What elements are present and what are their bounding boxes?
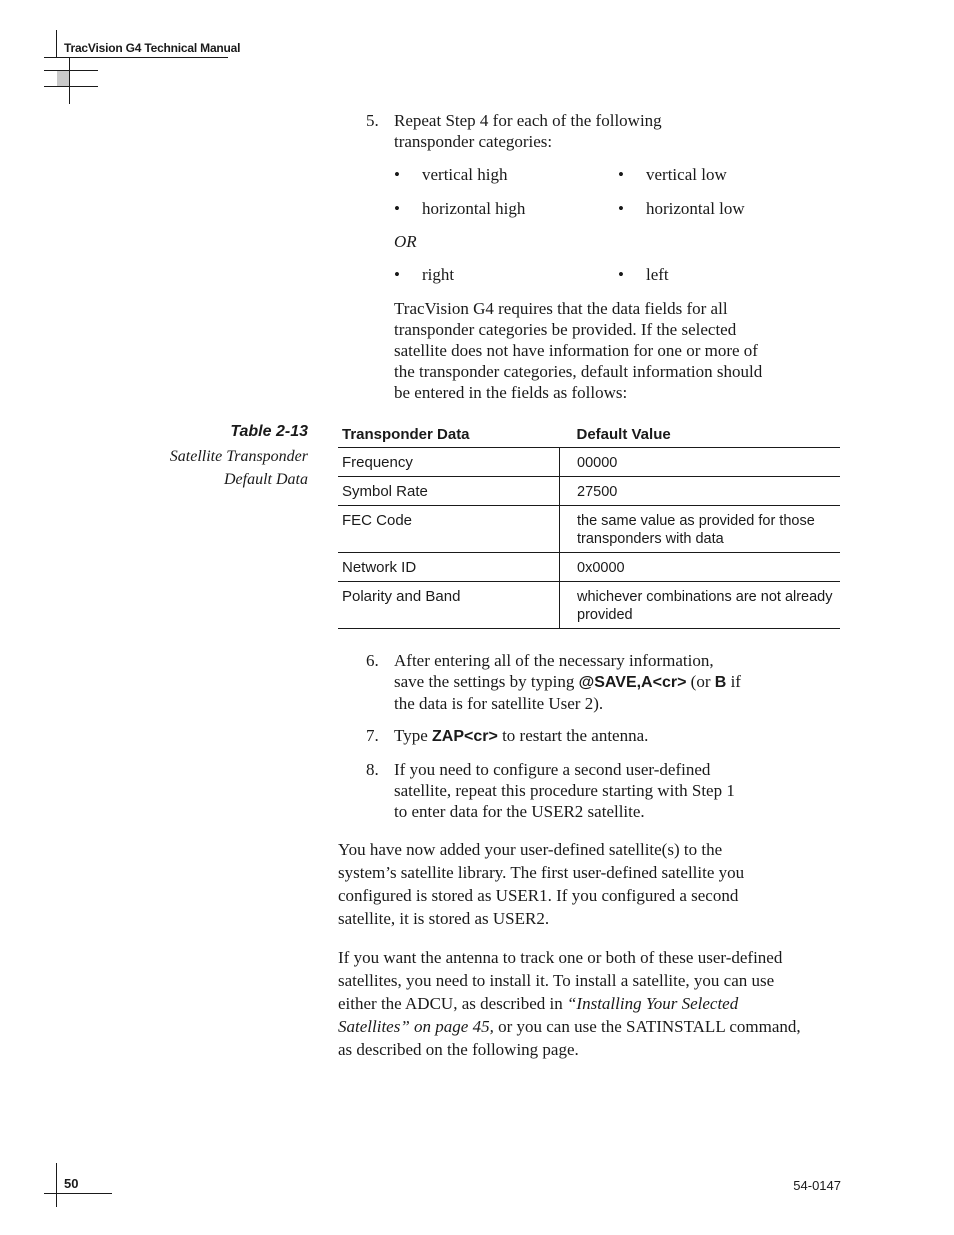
install-paragraph: If you want the antenna to track one or both of these user-defined satellites, you need to install it. To install a satellite, you can use either the ADCU, as described in “Installing Your Selected Satellites” on page 45, or you can use the SATINSTALL command, as described on the following page. [338,948,801,1059]
crop-mark-left-horizontal [44,70,98,71]
column-header: Default Value [560,421,841,448]
bullet-row: • horizontal high • horizontal low [394,199,745,218]
command-zap: ZAP<cr> [432,728,498,745]
registration-square [57,70,69,86]
transponder-defaults-table [338,421,840,629]
page-number: 50 [64,1176,79,1191]
command-b: B [714,674,727,691]
table-cell: Symbol Rate [338,477,560,506]
table-caption-title: Satellite Transponder Default Data [169,448,308,488]
bullet-row: • right • left [394,265,669,284]
step-7 [366,725,826,746]
crop-mark-left-vertical [69,58,70,104]
table-caption-label: Table 2-13 [230,423,308,440]
step-line: Repeat Step 4 for each of the following [394,111,662,130]
table-cell: 0x0000 [560,553,841,582]
crop-mark-top-vertical [56,30,57,58]
table-row [338,477,840,506]
step-text: After entering all of the necessary information, save the settings by typing @SAVE,A<cr> (or B if the data is for satellite User 2). [394,651,741,713]
step-5 [366,110,826,152]
table-cell: Polarity and Band [338,582,560,629]
bullet-row: • vertical high • vertical low [394,165,727,184]
table-header-row [338,421,840,448]
crop-mark-bottom-horizontal [44,1193,112,1194]
bullet-glyph: • [618,199,624,218]
step-number: 5. [366,111,379,130]
bullet-glyph: • [618,165,624,184]
step-line: transponder categories: [394,132,553,151]
column-header: Transponder Data [338,421,560,448]
table-cell: FEC Code [338,506,560,553]
command-save: @SAVE,A<cr> [578,674,687,691]
bullet-glyph: • [394,165,400,184]
bullet-glyph: • [394,199,400,218]
step-number: 7. [366,726,379,745]
table-row [338,506,840,553]
or-label: OR [394,232,417,251]
table-cell: whichever combinations are not already provided [560,582,841,629]
requirement-paragraph: TracVision G4 requires that the data fields for all transponder categories be provided. If the selected satellite does not have information for one or more of the transponder categories, default information should be entered in the fields as follows: [394,299,763,402]
bullet-glyph: • [394,265,400,284]
running-header: TracVision G4 Technical Manual [64,41,241,55]
table-cell: 00000 [560,448,841,477]
cross-reference-link[interactable]: “Installing Your Selected [566,994,739,1013]
step-text [394,110,824,152]
step-text: If you need to configure a second user-defined satellite, repeat this procedure starting with Step 1 to enter data for the USER2 satellite. [394,760,735,821]
crop-mark-bottom-vertical [56,1163,57,1207]
step-8 [366,759,826,822]
step-text: Type ZAP<cr> to restart the antenna. [394,726,649,745]
table-row [338,582,840,629]
cross-reference-link[interactable]: Satellites” on page 45, [338,1017,494,1036]
step-6 [366,650,826,713]
bullet-glyph: • [618,265,624,284]
table-cell: Network ID [338,553,560,582]
summary-paragraph: You have now added your user-defined satellite(s) to the system’s satellite library. The first user-defined satellite you configured is stored as USER1. If you configured a second satellite, it is stored as USER2. [338,840,745,928]
step-number: 6. [366,651,379,670]
table-cell: 27500 [560,477,841,506]
table-row [338,448,840,477]
step-number: 8. [366,760,379,779]
crop-mark-left-horizontal-2 [44,86,98,87]
crop-mark-top-horizontal [44,57,228,58]
table-cell: the same value as provided for those transponders with data [560,506,841,553]
table-row [338,553,840,582]
document-id: 54-0147 [793,1178,841,1193]
table-cell: Frequency [338,448,560,477]
